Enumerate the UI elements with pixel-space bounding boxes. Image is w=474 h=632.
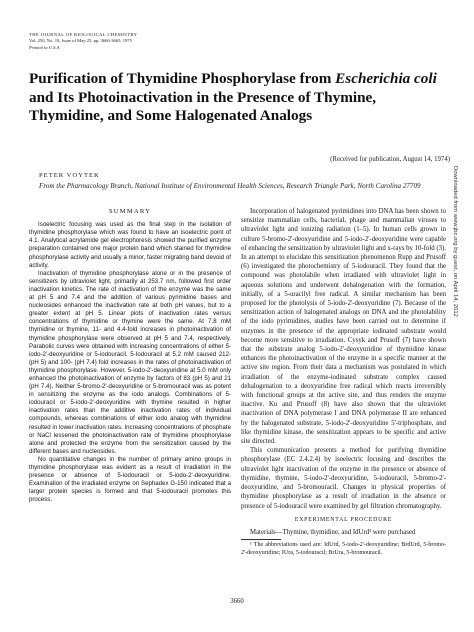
experimental-heading: EXPERIMENTAL PROCEDURE: [294, 516, 393, 523]
download-watermark-text: Downloaded from www.jbc.org by guest, on April 14, 2012: [452, 166, 458, 317]
download-watermark: [449, 166, 461, 566]
article-title: [29, 70, 449, 126]
intro-paragraph: This communication presents a method for purifying thymidine phosphorylase (EC 2.4.2.4) by isoelectric focusing and describes the ultraviolet light inactivation of the enzyme in the presence or absence of thymidine, thymine, 5-iodo-2'-deoxyuridine, 5-iodouracil, 5-bromo-2'-deoxyuridine, and 5-bromouracil. Changes in physical properties of thymidine phosphorylase as a result of irradiation in the absence or presence of 5-iodouracil were examined by gel filtration chromatography.: [241, 447, 446, 510]
summary-heading: SUMMARY: [108, 208, 152, 215]
journal-volume-line: Vol. 250, No. 10, Issue of May 25, pp. 3660-3665, 1975: [29, 38, 132, 44]
title-organism: Escherichia coli: [335, 70, 437, 87]
intro-paragraph: Incorporation of halogenated pyrimidines into DNA has been shown to sensitize mammalian cells, bacterial, phage and mammalian viruses to ultraviolet light and ionizing radiation (1–5). In human cells grown in culture 5-bromo-2'-deoxyuridine and 5-iodo-2'-deoxyuridine were capable of enhancing the sensitization by ultraviolet light and x-rays by 10-fold (3). In an attempt to elucidate this sensitization phenomenon Rupp and Prusoff (6) investigated the photochemistry of 5-iodouracil. They found that the compound was photolabile when irradiated with ultraviolet light in aqueous solutions and underwent dehalogenation with the formation, initially, of a 5-uracilyl free radical. A similar mechanism has been proposed for the photolysis of 5-iodo-2'-deoxyuridine (7). Because of the sensitization action of halogenated analogs on DNA and the photolability of the iodo pyrimidines, studies have been carried out to determine if enzymes in the presence of the appropriate iodinated substrate would become more sensitive to irradiation. Cysyk and Prusoff (7) have shown that the substrate analog 5-iodo-2'-deoxyuridine of thymidine kinase enhances the photoinactivation of the enzyme in a specific manner at the active site region. From their data a mechanism was postulated in which irradiation of the enzyme-iodinated substrate complex caused dehalogenation to a deoxyuridine free radical which reacts irreversibly with functional groups at the active site, and thus renders the enzyme inactive. Ku and Prusoff (8) have also shown that the ultraviolet inactivation of DNA polymerase I and DNA polymerase II are enhanced by the halogenated substrate, 5-iodo-2'-deoxyuridine 5'-triphosphate, and like thymidine kinase, the sensitization appears to be specific and active site directed.: [241, 208, 446, 446]
received-date: (Received for publication, August 14, 1974): [330, 156, 450, 163]
left-column: [29, 207, 231, 504]
title-part-2: and Its Photoinactivation in the Presence of Thymine, Thymidine, and Some Halogenated Analogs: [29, 88, 377, 125]
page-number: 3660: [230, 598, 244, 605]
right-column: [241, 207, 446, 557]
journal-printed: Printed in U.S.A.: [29, 44, 61, 50]
summary-paragraph: Isoelectric focusing was used as the final step in the isolation of thymidine phosphorylase which was found to have an isoelectric point of 4.1. Analytical acrylamide gel electrophoresis showed the purified enzyme preparation contained one major protein band which stained for thymidine phosphorylase activity and usually a minor, faster migrating band devoid of activity.: [29, 221, 231, 269]
author-name: PETER VOYTEK: [39, 172, 100, 179]
footnote-divider: [241, 539, 281, 540]
footnote: ¹ The abbreviations used are: IdUrd, 5-iodo-2'-deoxyuridine; BrdUrd, 5-bromo-2'-deoxyuridine; IUra, 5-iodouracil; BrUra, 5-bromouracil.: [241, 542, 446, 556]
journal-name: THE JOURNAL OF BIOLOGICAL CHEMISTRY: [29, 32, 138, 37]
journal-header: [29, 32, 199, 51]
summary-paragraph: No quantitative changes in the number of primary amino groups in thymidine phosphorylase was evident as a result of irradiation in the presence or absence of 5-iodouracil or 5-iodo-2'-deoxyuridine. Examination of the irradiated enzyme on Sephadex G-150 indicated that a larger protein species is formed and that 5-iodouracil promotes this process.: [29, 455, 231, 504]
summary-paragraph: Inactivation of thymidine phosphorylase alone or in the presence of sensitizers by ultraviolet light, primarily at 253.7 nm, followed first order inactivation kinetics. The rate of inactivation of the enzyme was the same at pH 5 and 7.4 and the addition of various pyrimidine bases and nucleosides enhanced the inactivation rate at both pH values, but to a greater extent at pH 5. Linear plots of inactivation rates versus concentrations of thymidine or thymine were the same. At 7.8 mM thymidine or thymine, 11- and 4.4-fold increases in photoinactivation of thymidine phosphorylase were observed at pH 5 and 7.4, respectively. Parabolic curves were obtained with increasing concentrations of either 5-iodo-2'-deoxyuridine or 5-iodouracil. 5-Iodouracil at 5.2 mM caused 212- (pH 5) and 100- (pH 7.4) fold increases in the rates of photoinactivation of thymidine phosphorylase. However, 5-iodo-2'-deoxyuridine at 5.0 mM only enhanced the photoinactivation of enzyme by factors of 83 (pH 5) and 21 (pH 7.4). Neither 5-bromo-2'-deoxyuridine or 5-bromouracil was as potent in sensitizing the enzyme as the iodo analogs. Combinations of 5-iodouracil or 5-iodo-2'-deoxyuridine with thymine resulted in higher inactivation rates than the additive inactivation rates of individual compounds, whereas combinations of either iodo analog with thymidine resulted in lower inactivation rates. Increasing concentrations of phosphate or NaCl lessened the photoinactivation rate of thymidine phosphorylase alone and protected the enzyme from the sensitization caused by the different bases and nucleosides.: [29, 269, 231, 455]
title-part-1: Purification of Thymidine Phosphorylase from: [29, 70, 336, 87]
summary-abstract: [29, 221, 231, 504]
materials-paragraph: Materials—Thymine, thymidine, and IdUrd¹ were purchased: [250, 528, 416, 536]
author-affiliation: From the Pharmacology Branch, National Institute of Environmental Health Sciences, Research Triangle Park, North Carolina 27709: [39, 182, 421, 190]
